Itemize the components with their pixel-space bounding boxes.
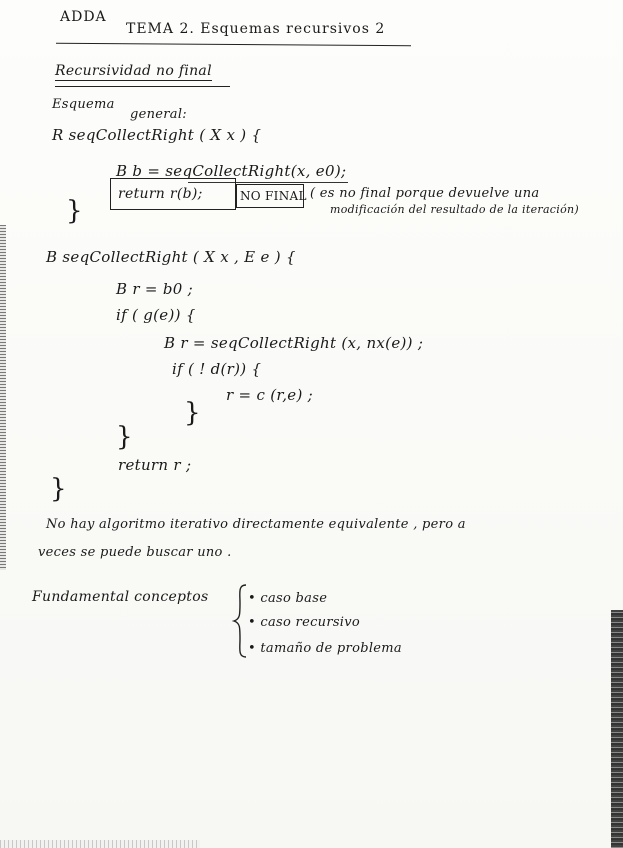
subtitle-part-1: Esquema bbox=[52, 97, 115, 112]
note-line-2: modificación del resultado de la iteración) bbox=[330, 203, 579, 216]
concept-item-3: • tamaño de problema bbox=[248, 641, 402, 656]
code-line-4: if ( ! d(r)) { bbox=[172, 360, 262, 378]
code-line-5: r = c (r,e) ; bbox=[226, 386, 314, 404]
concept-item-1: • caso base bbox=[248, 591, 328, 606]
code-line-1: B r = b0 ; bbox=[116, 280, 194, 298]
code-line-7: } bbox=[116, 422, 133, 452]
code-line-2: if ( g(e)) { bbox=[116, 306, 196, 324]
code-line-3: B r = seqCollectRight (x, nx(e)) ; bbox=[164, 334, 424, 352]
no-final-tag: NO FINAL bbox=[240, 189, 307, 203]
topic-title: TEMA 2. Esquemas recursivos 2 bbox=[126, 21, 386, 37]
section-underline bbox=[55, 86, 230, 87]
code-line-6: } bbox=[184, 398, 201, 428]
concept-item-2: • caso recursivo bbox=[248, 615, 361, 630]
section-title: Recursividad no final bbox=[55, 63, 212, 79]
remark-line-1: No hay algoritmo iterativo directamente equivalente , pero a bbox=[46, 517, 466, 532]
schema-call-line: B b = seqCollectRight(x, e0); bbox=[116, 162, 347, 180]
remark-line-2: veces se puede buscar uno . bbox=[38, 545, 232, 560]
note-line-1: ( es no final porque devuelve una bbox=[310, 186, 540, 201]
code-line-8: return r ; bbox=[118, 456, 192, 474]
code-line-9: } bbox=[50, 474, 67, 504]
course-title: ADDA bbox=[60, 9, 107, 25]
schema-close-brace: } bbox=[66, 196, 83, 226]
code-signature: B seqCollectRight ( X x , E e ) { bbox=[46, 248, 296, 266]
scan-artifact-bottom bbox=[0, 840, 200, 848]
header-underline bbox=[56, 43, 411, 46]
subtitle-part-2: general: bbox=[130, 107, 187, 122]
scan-artifact-left bbox=[0, 225, 6, 570]
schema-signature: R seqCollectRight ( X x ) { bbox=[52, 126, 262, 144]
schema-return-line: return r(b); bbox=[118, 186, 203, 202]
scan-artifact-right bbox=[611, 610, 623, 848]
concepts-label: Fundamental conceptos bbox=[32, 589, 209, 605]
